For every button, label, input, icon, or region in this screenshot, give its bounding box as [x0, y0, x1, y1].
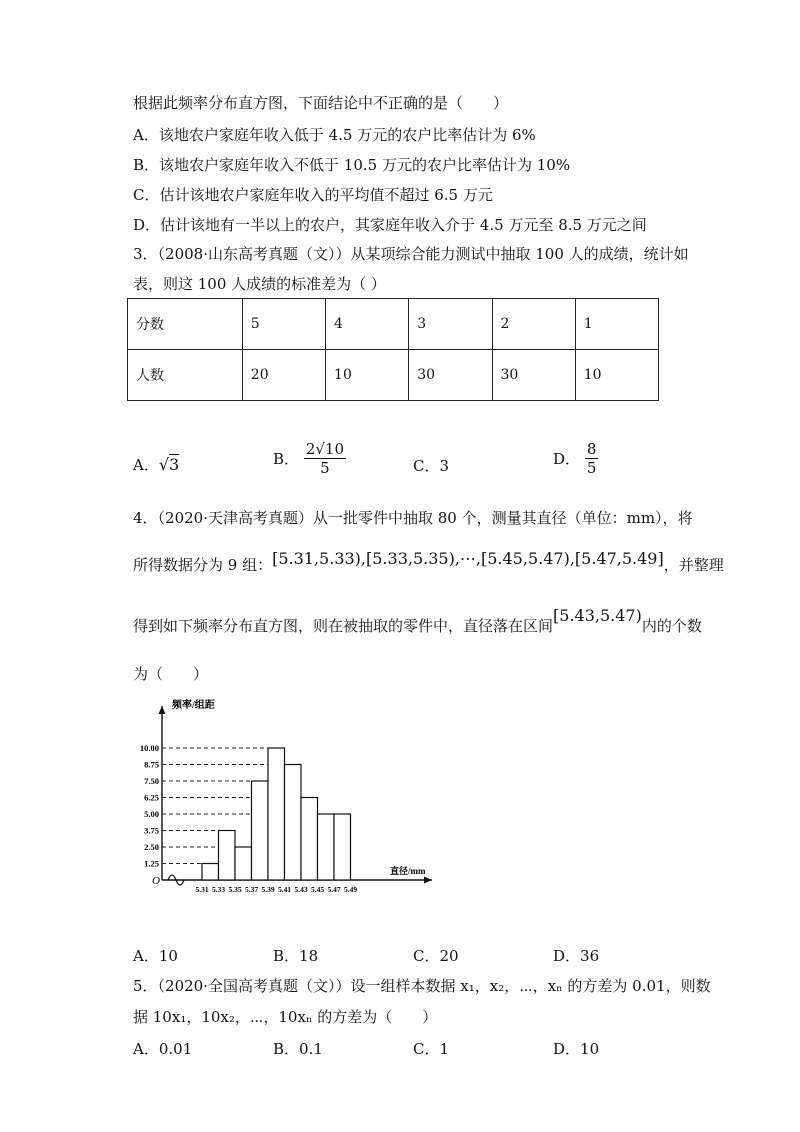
table-cell: 人数 [128, 350, 243, 401]
q5-option-a: A．0.01 [133, 1040, 193, 1058]
table-cell: 1 [575, 299, 658, 350]
histogram-bar [219, 831, 236, 881]
x-axis-label: 直径/mm [390, 866, 426, 876]
q2-option-d: D．估计该地有一半以上的农户，其家庭年收入介于 4.5 万元至 8.5 万元之间 [133, 216, 647, 234]
fraction-numerator: 8 [586, 440, 597, 458]
y-tick-label: 3.75 [144, 825, 159, 836]
x-axis-arrow [424, 877, 432, 884]
q2-stem: 根据此频率分布直方图，下面结论中不正确的是（ ） [133, 94, 509, 112]
x-tick-label: 5.31 [195, 885, 209, 894]
histogram-bar [202, 864, 219, 881]
table-cell: 30 [492, 350, 575, 401]
y-tick-label: 8.75 [144, 759, 159, 770]
q5-line2: 据 10x₁，10x₂，⋯，10xₙ 的方差为（ ） [133, 1008, 438, 1026]
y-tick-label: 7.50 [144, 776, 159, 786]
q4-option-b: B．18 [273, 947, 319, 965]
x-tick-label: 5.41 [277, 885, 292, 894]
q5-option-d: D．10 [553, 1040, 600, 1058]
y-tick-label: 6.25 [144, 792, 159, 803]
y-axis-label: 频率/组距 [172, 700, 215, 711]
q3-option-d [553, 440, 598, 477]
table-cell: 2 [492, 299, 575, 350]
histogram-bar [268, 748, 285, 880]
y-axis-arrow [159, 706, 166, 714]
q4-option-a: A．10 [133, 947, 178, 965]
interval-expression: [5.31,5.33),[5.33,5.35),⋯,[5.45,5.47),[5.47,5.49] [272, 549, 664, 568]
q4-line3 [133, 606, 702, 636]
q4-option-c: C．20 [413, 947, 459, 965]
score-table [127, 298, 659, 401]
q5-option-b: B．0.1 [273, 1040, 323, 1058]
table-cell: 4 [326, 299, 409, 350]
frequency-histogram [120, 688, 450, 898]
q4-line2-tail: ，并整理 [663, 556, 724, 574]
histogram-bar [301, 798, 318, 881]
sqrt-expression: √3 [158, 455, 180, 474]
q3-stem-line2: 表，则这 100 人成绩的标准差为（ ） [133, 275, 386, 293]
q4-line3-text: 得到如下频率分布直方图，则在被抽取的零件中，直径落在区间 [133, 617, 554, 635]
q5-option-c: C．1 [413, 1040, 450, 1058]
q2-option-b: B．该地农户家庭年收入不低于 10.5 万元的农户比率估计为 10% [133, 156, 571, 174]
option-label: D． [553, 450, 581, 468]
table-cell: 5 [242, 299, 325, 350]
q3-stem-line1: 3．（2008·山东高考真题（文））从某项综合能力测试中抽取 100 人的成绩，统计如 [133, 245, 689, 263]
q5-line1: 5．（2020·全国高考真题（文））设一组样本数据 x₁，x₂，⋯，xₙ 的方差为 0.01，则数 [133, 977, 711, 995]
q3-option-c: C．3 [413, 457, 450, 475]
fraction-denominator: 5 [586, 459, 597, 477]
y-tick-label: 1.25 [144, 858, 159, 869]
fraction-denominator: 5 [320, 459, 330, 477]
interval-expression: [5.43,5.47) [553, 606, 642, 625]
q2-option-c: C．估计该地农户家庭年收入的平均值不超过 6.5 万元 [133, 186, 493, 204]
q4-option-d: D．36 [553, 947, 600, 965]
table-cell: 30 [409, 350, 492, 401]
fraction-numerator: 2√10 [305, 440, 345, 458]
table-row [128, 299, 659, 350]
sqrt-radicand: 3 [169, 455, 180, 474]
histogram-bar [285, 765, 302, 881]
histogram-bar [334, 814, 351, 880]
fraction [585, 440, 599, 477]
q4-line3-tail: 内的个数 [641, 617, 702, 635]
x-tick-label: 5.49 [343, 885, 358, 894]
option-label: A． [133, 456, 159, 474]
fraction [304, 440, 346, 477]
x-tick-label: 5.37 [244, 885, 259, 894]
q4-line1: 4．（2020·天津高考真题）从一批零件中抽取 80 个，测量其直径（单位：mm），将 [133, 509, 693, 527]
q2-option-a: A．该地农户家庭年收入低于 4.5 万元的农户比率估计为 6% [133, 126, 536, 144]
x-tick-label: 5.43 [294, 885, 308, 894]
q3-option-b [273, 440, 346, 477]
origin-label: O [152, 875, 160, 887]
y-tick-label: 10.00 [139, 743, 159, 753]
table-cell: 3 [409, 299, 492, 350]
table-row [128, 350, 659, 401]
q3-option-a [133, 454, 179, 475]
histogram-bar [318, 814, 335, 880]
q4-line2-text: 所得数据分为 9 组： [133, 556, 273, 574]
y-tick-label: 5.00 [144, 809, 159, 819]
y-tick-label: 2.50 [144, 842, 159, 852]
q4-line4: 为（ ） [133, 665, 209, 683]
option-label: B． [273, 450, 300, 468]
table-cell: 10 [575, 350, 658, 401]
table-cell: 分数 [128, 299, 243, 350]
q4-line2 [133, 549, 724, 575]
x-tick-label: 5.33 [211, 885, 226, 894]
x-tick-label: 5.35 [228, 885, 242, 894]
table-cell: 20 [242, 350, 325, 401]
x-tick-label: 5.47 [327, 885, 341, 894]
x-tick-label: 5.45 [310, 885, 325, 894]
x-tick-label: 5.39 [261, 885, 275, 894]
histogram-bar [235, 847, 252, 880]
histogram-bar [252, 781, 269, 880]
table-cell: 10 [326, 350, 409, 401]
